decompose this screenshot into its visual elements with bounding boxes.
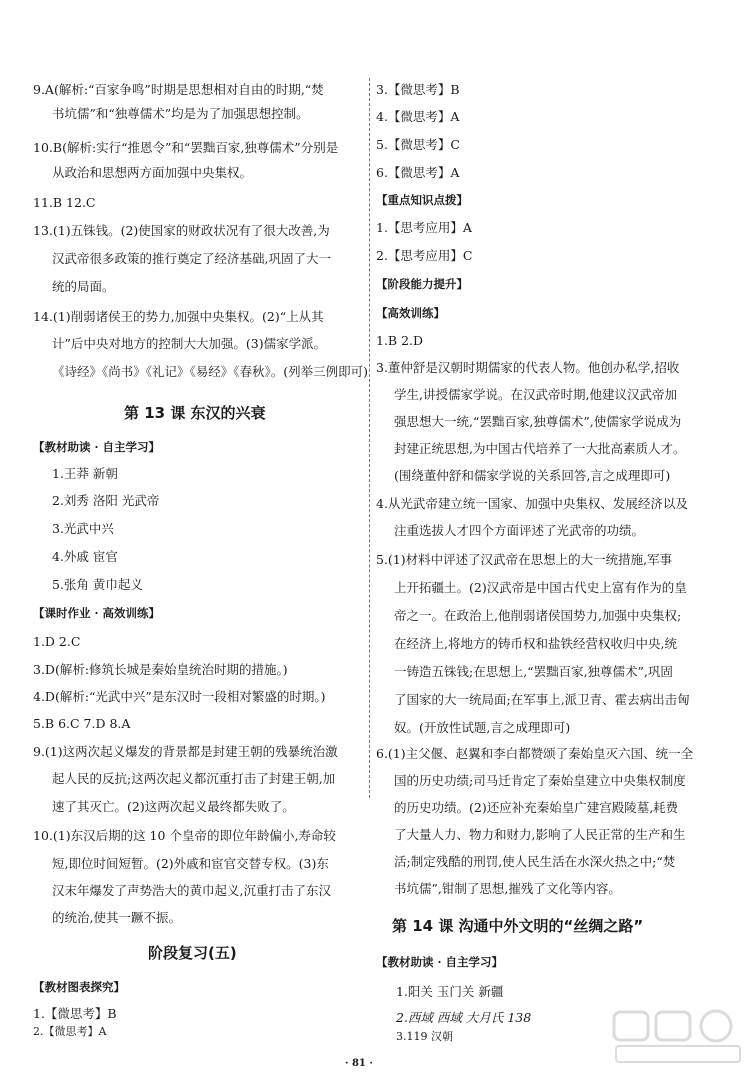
answer-9-line2: 书坑儒”和“独尊儒术”均是为了加强思想控制。: [52, 106, 309, 121]
weisikao-5: 5.【微思考】C: [376, 137, 460, 152]
watermark-stamp-icon: [612, 1008, 744, 1066]
keshi-answer-10-line4: 的统治,使其一蹶不振。: [52, 910, 181, 925]
keshi-answer-9-line3: 速了其灭亡。(2)这两次起义最终都失败了。: [52, 799, 295, 814]
keshi-answer-10-line3: 汉末年爆发了声势浩大的黄巾起义,沉重打击了东汉: [52, 883, 331, 898]
keshi-answer-1-2: 1.D 2.C: [33, 634, 81, 649]
gaoxiao-answer-6-line1: 6.(1)主父偃、赵翼和李白都赞颂了秦始皇灭六国、统一全: [376, 746, 694, 761]
silk-road-item-2: 2.西域 西域 大月氏 138: [396, 1010, 532, 1025]
gaoxiao-answer-1-2: 1.B 2.D: [376, 333, 424, 348]
page-number: · 81 ·: [345, 1058, 373, 1069]
review-5-title: 阶段复习(五): [148, 944, 237, 962]
gaoxiao-answer-5-line7: 奴。(开放性试题,言之成理即可): [394, 720, 571, 735]
gaoxiao-answer-5-line3: 帝之一。在政治上,他削弱诸侯国势力,加强中央集权;: [394, 608, 682, 623]
weisikao-6: 6.【微思考】A: [376, 165, 460, 180]
answer-10-line2: 从政治和思想两方面加强中央集权。: [52, 165, 253, 180]
section-tubiao-tanjiu: 【教材图表探究】: [33, 980, 125, 994]
answer-13-line3: 统的局面。: [52, 279, 115, 294]
keshi-answer-9-line2: 起人民的反抗;这两次起义都沉重打击了封建王朝,加: [52, 771, 336, 786]
weisikao-4: 4.【微思考】A: [376, 109, 460, 124]
gaoxiao-answer-5-line5: 一铸造五铢钱;在思想上,“罢黜百家,独尊儒术”,巩固: [394, 664, 673, 679]
answer-14-line2: 计”后中央对地方的控制大大加强。(3)儒家学派。: [52, 336, 327, 351]
gaoxiao-answer-6-line3: 的历史功绩。(2)还应补充秦始皇广建宫殿陵墓,耗费: [394, 800, 679, 815]
section-zhongdian-dianbo: 【重点知识点拨】: [376, 193, 468, 207]
sikao-yingyong-1: 1.【思考应用】A: [376, 220, 472, 235]
column-divider: [369, 78, 370, 798]
zizhu-item-3: 3.光武中兴: [52, 521, 114, 536]
section-zizhu-xuexi-2: 【教材助读 · 自主学习】: [376, 955, 504, 969]
gaoxiao-answer-3-line5: (围绕董仲舒和儒家学说的关系回答,言之成理即可): [394, 468, 671, 483]
answer-14-line3: 《诗经》《尚书》《礼记》《易经》《春秋》。(列举三例即可): [52, 364, 369, 379]
keshi-answer-9-line1: 9.(1)这两次起义爆发的背景都是封建王朝的残暴统治激: [33, 744, 338, 759]
gaoxiao-answer-4-line1: 4.从光武帝建立统一国家、加强中央集权、发展经济以及: [376, 496, 688, 511]
answer-14-line1: 14.(1)削弱诸侯王的势力,加强中央集权。(2)“上从其: [33, 309, 324, 324]
section-jieduan-tisheng: 【阶段能力提升】: [376, 277, 468, 291]
silk-road-item-1: 1.阳关 玉门关 新疆: [396, 984, 504, 999]
keshi-answer-3: 3.D(解析:修筑长城是秦始皇统治时期的措施。): [33, 662, 288, 677]
answer-11-12: 11.B 12.C: [33, 195, 96, 210]
lesson-13-title: 第 13 课 东汉的兴衰: [124, 404, 266, 422]
gaoxiao-answer-5-line6: 了国家的大一统局面;在军事上,派卫青、霍去病出击匈: [394, 692, 690, 707]
weisikao-3: 3.【微思考】B: [376, 82, 460, 97]
section-keshi-zuoye: 【课时作业 · 高效训练】: [33, 606, 161, 620]
gaoxiao-answer-6-line5: 活;制定残酷的刑罚,使人民生活在水深火热之中;“焚: [394, 854, 676, 869]
gaoxiao-answer-6-line4: 了大量人力、物力和财力,影响了人民正常的生产和生: [394, 827, 686, 842]
zizhu-item-2: 2.刘秀 洛阳 光武帝: [52, 493, 160, 508]
gaoxiao-answer-6-line6: 书坑儒”,钳制了思想,摧残了文化等内容。: [394, 881, 621, 896]
gaoxiao-answer-5-line2: 上开拓疆土。(2)汉武帝是中国古代史上富有作为的皇: [394, 580, 687, 595]
answer-9-line1: 9.A(解析:“百家争鸣”时期是思想相对自由的时期,“焚: [33, 82, 324, 97]
keshi-answer-5-8: 5.B 6.C 7.D 8.A: [33, 716, 131, 731]
section-zizhu-xuexi: 【教材助读 · 自主学习】: [33, 440, 161, 454]
sikao-yingyong-2: 2.【思考应用】C: [376, 248, 473, 263]
keshi-answer-10-line1: 10.(1)东汉后期的这 10 个皇帝的即位年龄偏小,寿命较: [33, 828, 336, 843]
gaoxiao-answer-5-line1: 5.(1)材料中评述了汉武帝在思想上的大一统措施,军事: [376, 552, 673, 567]
gaoxiao-answer-3-line2: 学生,讲授儒家学说。在汉武帝时期,他建议汉武帝加: [394, 387, 677, 402]
zizhu-item-5: 5.张角 黄巾起义: [52, 577, 143, 592]
silk-road-item-3: 3.119 汉朝: [396, 1030, 453, 1043]
keshi-answer-10-line2: 短,即位时间短暂。(2)外戚和宦官交替专权。(3)东: [52, 856, 329, 871]
watermark-logo: [612, 1008, 744, 1066]
zizhu-item-1: 1.王莽 新朝: [52, 466, 118, 481]
zizhu-item-4: 4.外戚 宦官: [52, 549, 118, 564]
tubiao-answer-1: 1.【微思考】B: [33, 1006, 117, 1021]
gaoxiao-answer-3-line4: 封建正统思想,为中国古代培养了一大批高素质人才。: [394, 441, 686, 456]
keshi-answer-4: 4.D(解析:“光武中兴”是东汉时一段相对繁盛的时期。): [33, 689, 326, 704]
gaoxiao-answer-4-line2: 注重选拔人才四个方面评述了光武帝的功绩。: [394, 523, 645, 538]
tubiao-answer-2: 2.【微思考】A: [33, 1025, 107, 1038]
answer-13-line2: 汉武帝很多政策的推行奠定了经济基础,巩固了大一: [52, 251, 331, 266]
section-gaoxiao-xunlian: 【高效训练】: [376, 306, 445, 320]
gaoxiao-answer-3-line3: 强思想大一统,“罢黜百家,独尊儒术”,使儒家学说成为: [394, 414, 682, 429]
gaoxiao-answer-6-line2: 国的历史功绩;司马迁肯定了秦始皇建立中央集权制度: [394, 773, 686, 788]
gaoxiao-answer-3-line1: 3.董仲舒是汉朝时期儒家的代表人物。他创办私学,招收: [376, 360, 680, 375]
answer-13-line1: 13.(1)五铢钱。(2)使国家的财政状况有了很大改善,为: [33, 223, 330, 238]
gaoxiao-answer-5-line4: 在经济上,将地方的铸币权和盐铁经营权收归中央,统: [394, 636, 677, 651]
answer-10-line1: 10.B(解析:实行“推恩令”和“罢黜百家,独尊儒术”分别是: [33, 140, 339, 155]
lesson-14-title: 第 14 课 沟通中外文明的“丝绸之路”: [392, 917, 644, 935]
